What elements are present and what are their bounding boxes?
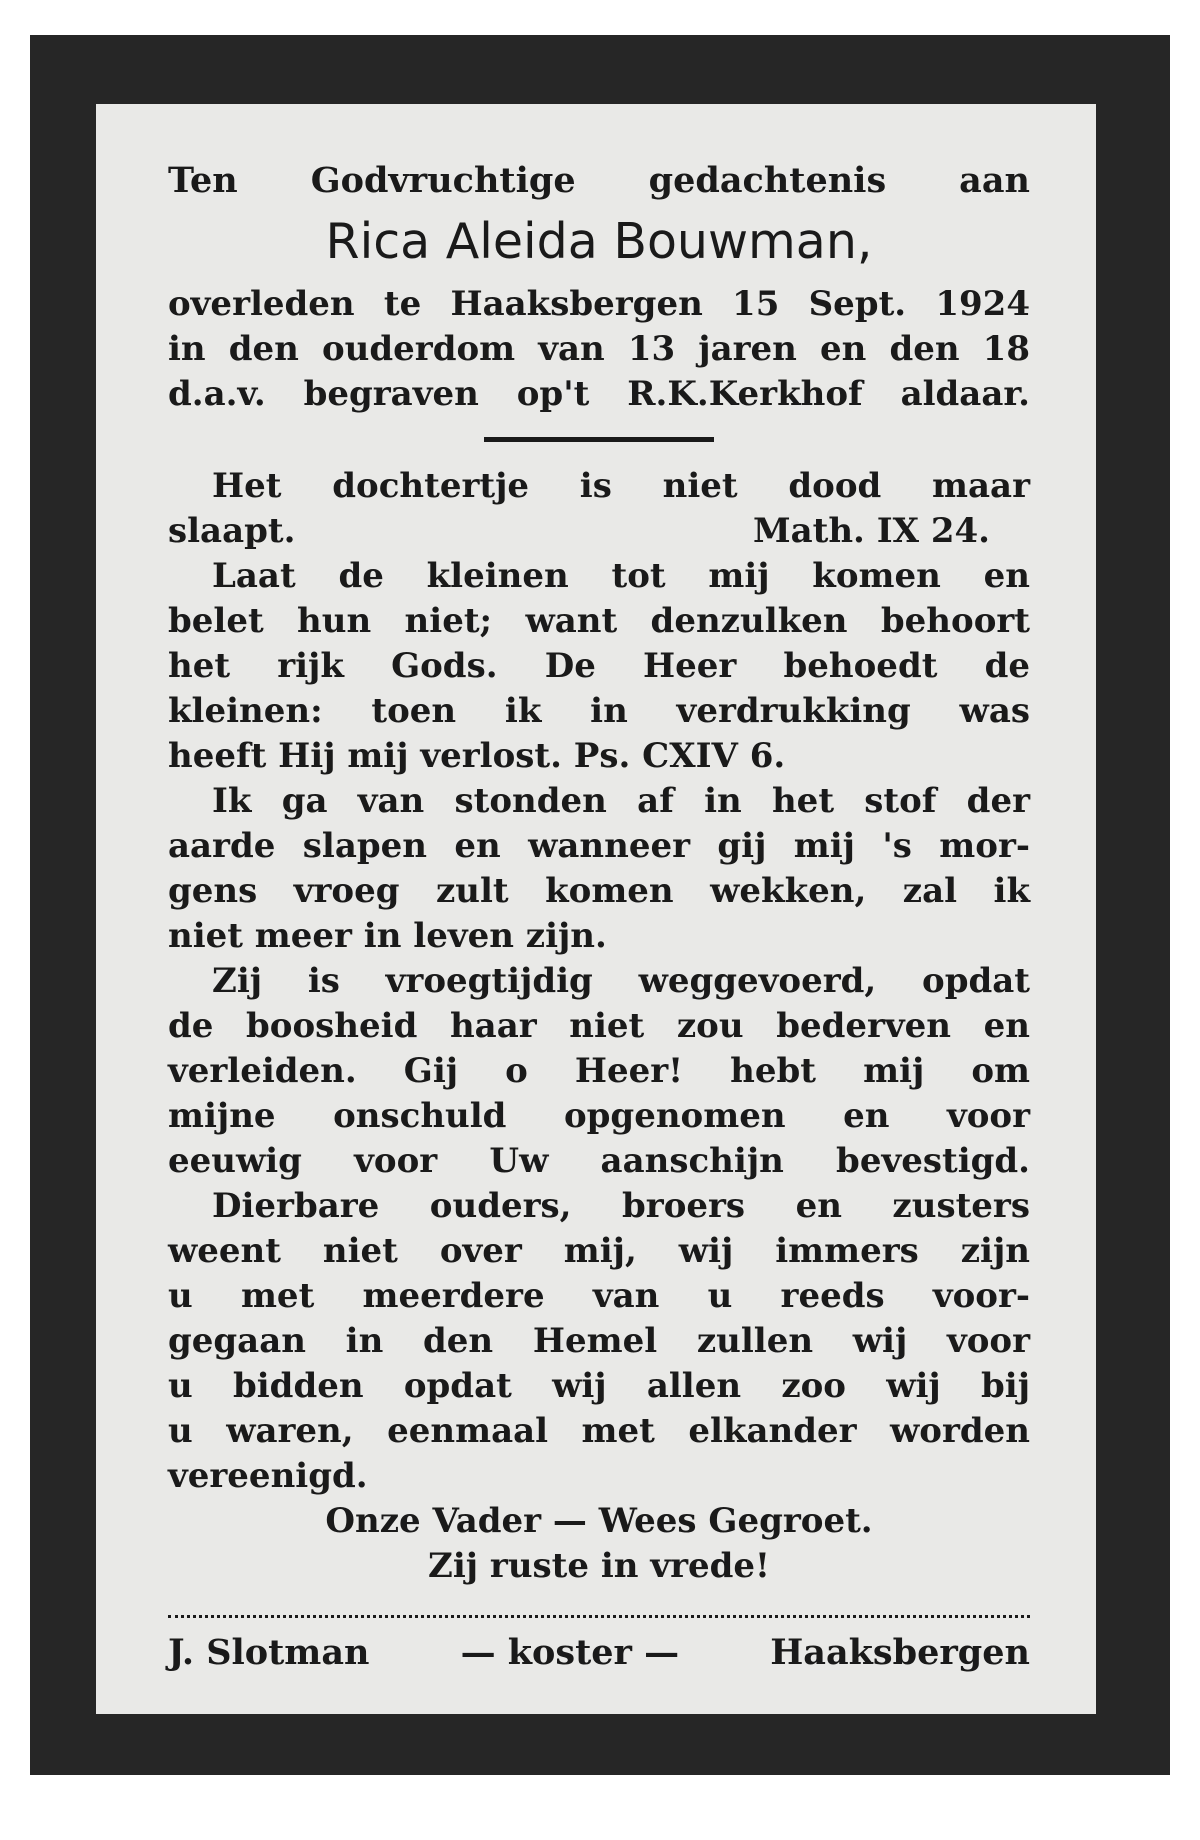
verse-psalm <box>168 554 1030 779</box>
verse-sleep <box>168 779 1030 959</box>
verse-line: Ik ga van stonden af in het stof der <box>212 781 1030 821</box>
verse-matthew <box>168 464 1030 554</box>
header-word: Ten <box>168 160 238 201</box>
printer-role: — koster — <box>460 1632 680 1673</box>
verse-reference: Math. IX 24. <box>752 511 990 551</box>
details-line: d.a.v. begraven op't R.K.Kerkhof aldaar. <box>168 374 1030 414</box>
death-details <box>168 282 1030 417</box>
verse-line: de boosheid haar niet zou bederven en <box>168 1006 1030 1046</box>
header-word: Godvruchtige <box>310 160 576 201</box>
details-line: overleden te Haaksbergen 15 Sept. 1924 <box>168 284 1030 324</box>
verse-innocence <box>168 959 1030 1184</box>
verse-line: mijne onschuld opgenomen en voor <box>168 1096 1030 1136</box>
header-word: aan <box>959 160 1030 201</box>
verse-line: Zij is vroegtijdig weggevoerd, opdat <box>212 961 1030 1001</box>
prayer-line: Onze Vader — Wees Gegroet. <box>325 1501 873 1541</box>
card-header <box>168 156 1030 206</box>
dotted-divider <box>168 1615 1030 1618</box>
verse-line: u waren, eenmaal met elkander worden <box>168 1411 1030 1451</box>
verse-line: weent niet over mij, wij immers zijn <box>168 1231 1030 1271</box>
verse-line: gegaan in den Hemel zullen wij voor <box>168 1321 1030 1361</box>
rest-in-peace-line: Zij ruste in vrede! <box>428 1546 770 1586</box>
verse-line-with-reference <box>168 509 1030 554</box>
verse-line: u met meerdere van u reeds voor- <box>168 1276 1030 1316</box>
verse-line: Dierbare ouders, broers en zusters <box>212 1186 1030 1226</box>
verse-line: vereenigd. <box>168 1456 368 1496</box>
verse-line: heeft Hij mij verlost. Ps. CXIV 6. <box>168 736 786 776</box>
printer-name: J. Slotman <box>168 1632 370 1673</box>
verse-line: Laat de kleinen tot mij komen en <box>212 556 1030 596</box>
verse-text: slaapt. <box>168 511 296 551</box>
header-word: gedachtenis <box>648 160 887 201</box>
details-line: in den ouderdom van 13 jaren en den 18 <box>168 329 1030 369</box>
verse-line: verleiden. Gij o Heer! hebt mij om <box>168 1051 1030 1091</box>
verse-line: kleinen: toen ik in verdrukking was <box>168 691 1030 731</box>
verse-line: u bidden opdat wij allen zoo wij bij <box>168 1366 1030 1406</box>
verse-line: belet hun niet; want denzulken behoort <box>168 601 1030 641</box>
verse-line: gens vroeg zult komen wekken, zal ik <box>168 871 1030 911</box>
verse-line: niet meer in leven zijn. <box>168 916 607 956</box>
printer-town: Haaksbergen <box>770 1632 1030 1673</box>
verse-line: aarde slapen en wanneer gij mij 's mor- <box>168 826 1030 866</box>
verse-family <box>168 1184 1030 1499</box>
divider-rule <box>484 437 714 442</box>
deceased-name: Rica Aleida Bouwman, <box>325 213 873 270</box>
verse-line: Het dochtertje is niet dood maar <box>212 466 1030 506</box>
verse-line: eeuwig voor Uw aanschijn bevestigd. <box>168 1141 1030 1181</box>
memorial-card <box>96 104 1096 1714</box>
printer-footer <box>168 1628 1030 1678</box>
verse-line: het rijk Gods. De Heer behoedt de <box>168 646 1030 686</box>
